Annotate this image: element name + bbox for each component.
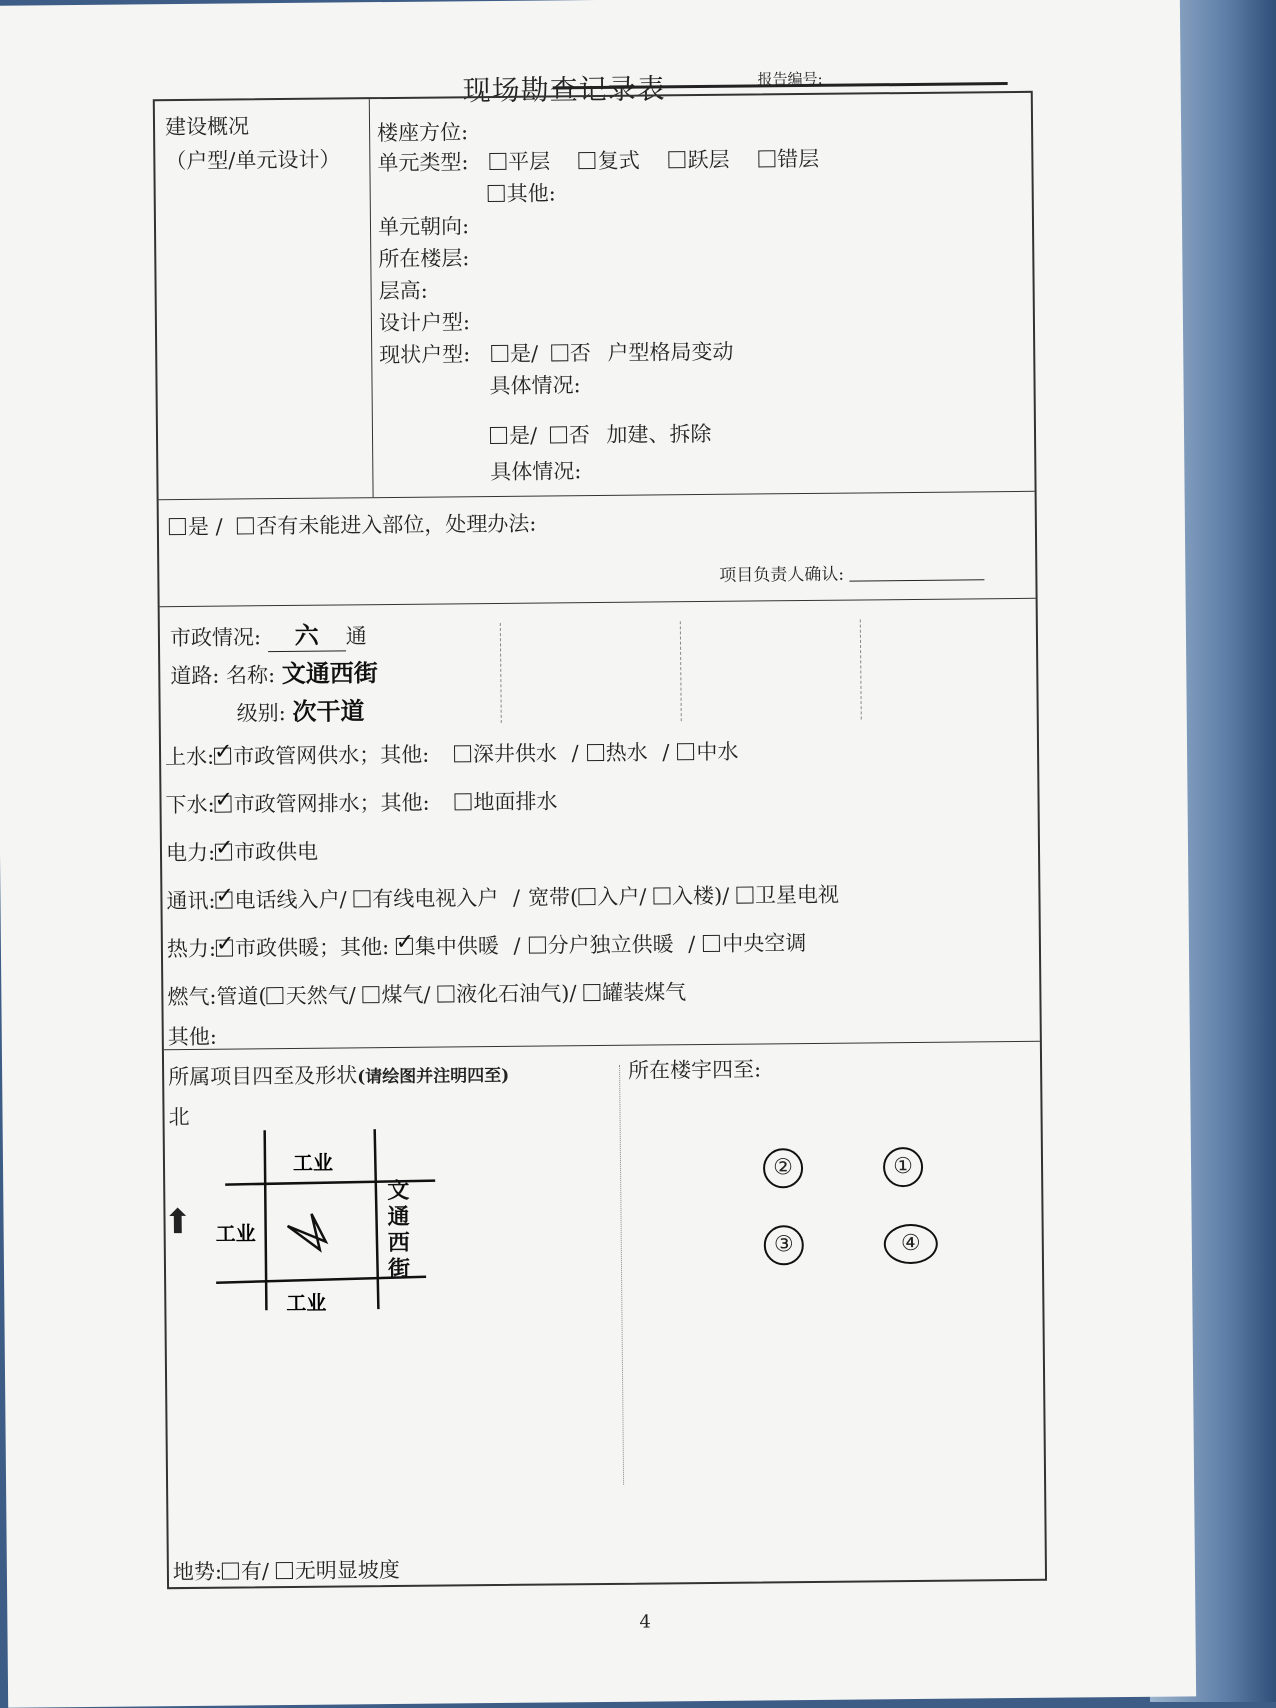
sketch-site-mark — [287, 1214, 325, 1250]
drainage-label: 下水: — [165, 792, 215, 818]
heating-main: 市政供暖；其他: — [234, 935, 390, 961]
dashed-divider — [619, 1065, 624, 1485]
additions-details-label: 具体情况: — [490, 459, 582, 485]
municipal-suffix: 通 — [345, 624, 367, 649]
column-divider — [369, 99, 374, 497]
additions-row — [490, 418, 712, 450]
drainage-row — [165, 785, 557, 819]
inaccessible-text: 否有未能进入部位，处理办法: — [256, 511, 537, 539]
road-row — [170, 653, 378, 690]
heating-main-checkbox[interactable] — [216, 940, 233, 957]
lpg-label: 液化石油气)/ — [456, 981, 577, 1007]
construction-subtitle: （户型/单元设计） — [165, 147, 341, 174]
building-circle-3: ③ — [764, 1225, 804, 1265]
road-name-value[interactable]: 文通西街 — [281, 659, 378, 689]
power-main-checkbox[interactable] — [215, 844, 232, 861]
sketch-bottom-label: 工业 — [286, 1290, 327, 1316]
unit-type-loft: 跃层 — [687, 147, 730, 173]
broadband-home-checkbox[interactable] — [578, 888, 595, 905]
phone-line-checkbox[interactable] — [215, 892, 232, 909]
heating-label: 热力: — [166, 936, 217, 962]
unit-type-flat: 平层 — [508, 149, 551, 174]
water-supply-row — [165, 736, 739, 772]
broadband-building-checkbox[interactable] — [653, 887, 670, 904]
sketch-right-label: 文通西街 — [387, 1178, 411, 1283]
surface-drainage-label: 地面排水 — [473, 789, 558, 815]
inaccessible-row — [169, 508, 537, 542]
cable-tv-label: 有线电视入户 — [372, 885, 499, 912]
floor-height-label: 层高: — [378, 278, 428, 304]
coal-gas-checkbox[interactable] — [362, 986, 379, 1003]
municipal-count[interactable]: 六 — [268, 615, 346, 652]
unit-type-label: 单元类型: — [377, 150, 469, 176]
layout-change-label: 户型格局变动 — [607, 339, 734, 365]
no-label: 否 — [568, 423, 590, 448]
unit-type-flat-checkbox[interactable] — [489, 153, 506, 170]
building-circle-2: ② — [763, 1148, 803, 1188]
survey-form — [153, 91, 1047, 1589]
terrain-row — [173, 1554, 400, 1586]
canned-gas-checkbox[interactable] — [583, 984, 600, 1001]
satellite-tv-label: 卫星电视 — [754, 882, 840, 908]
other-label: 其他: — [167, 1024, 217, 1050]
unit-type-split-checkbox[interactable] — [758, 150, 775, 167]
natural-gas-label: 天然气/ — [285, 983, 356, 1009]
central-ac-label: 中央空调 — [722, 931, 807, 956]
separator: / — [662, 740, 670, 765]
drainage-main-checkbox[interactable] — [215, 796, 232, 813]
terrain-label: 地势: — [172, 1559, 223, 1585]
project-boundary-hint: (请绘图并注明四至) — [357, 1065, 510, 1088]
additions-label: 加建、拆除 — [606, 421, 712, 447]
confirm-row — [719, 558, 984, 586]
sketch-left-label: 工业 — [215, 1221, 256, 1246]
municipal-row — [170, 615, 367, 653]
report-number-label: 报告编号: — [757, 69, 823, 89]
unit-type-other-row — [488, 177, 556, 208]
central-heating-label: 集中供暖 — [414, 933, 499, 959]
power-main: 市政供电 — [233, 839, 319, 865]
building-position-label: 楼座方位: — [376, 120, 469, 146]
separator: / — [512, 885, 521, 910]
water-supply-main: 市政管网供水；其他: — [233, 742, 430, 769]
terrain-no-label: 无明显坡度 — [294, 1557, 400, 1583]
broadband-label: 宽带( — [527, 885, 579, 910]
dashed-divider — [680, 621, 682, 721]
water-supply-label: 上水: — [164, 744, 215, 770]
broadband-home-label: 入户/ — [597, 884, 647, 910]
satellite-tv-checkbox[interactable] — [736, 887, 753, 904]
sketch-road-line — [375, 1129, 379, 1309]
layout-details-label: 具体情况: — [489, 373, 581, 399]
broadband-building-label: 入楼)/ — [671, 883, 730, 909]
separator: / — [513, 933, 521, 958]
separator: / — [688, 932, 696, 957]
page-number: 4 — [639, 1611, 651, 1633]
north-label: 北 — [168, 1104, 190, 1130]
gas-label: 燃气: — [167, 984, 217, 1010]
inaccessible-yes: 是 / — [187, 514, 223, 539]
telecom-label: 通讯: — [166, 888, 216, 914]
divider — [159, 491, 1035, 500]
unit-type-loft-checkbox[interactable] — [668, 151, 685, 168]
inaccessible-yes-checkbox[interactable] — [169, 518, 186, 535]
gas-row — [167, 976, 686, 1011]
building-circle-1: ① — [883, 1147, 923, 1187]
surface-drainage-checkbox[interactable] — [454, 793, 471, 810]
sketch-top-label: 工业 — [292, 1150, 334, 1175]
coal-gas-label: 煤气/ — [381, 982, 431, 1008]
yes-label: 是/ — [509, 341, 539, 366]
deep-well-checkbox[interactable] — [454, 745, 471, 762]
page-title: 现场勘查记录表 — [462, 72, 666, 108]
current-layout-label: 现状户型: — [379, 342, 471, 368]
building-circle-4: ④ — [884, 1224, 938, 1265]
terrain-yes-checkbox[interactable] — [222, 1562, 239, 1579]
unit-type-duplex: 复式 — [597, 148, 640, 173]
deep-well-label: 深井供水 — [472, 741, 558, 767]
central-heating-checkbox[interactable] — [396, 938, 413, 955]
sketch-road-line — [265, 1130, 267, 1310]
road-level-row — [236, 691, 364, 727]
unit-type-row — [377, 143, 819, 177]
unit-type-duplex-checkbox[interactable] — [579, 152, 596, 169]
heating-row — [167, 927, 807, 963]
water-supply-main-checkbox[interactable] — [214, 748, 231, 765]
cable-tv-checkbox[interactable] — [353, 890, 370, 907]
divider — [160, 598, 1036, 607]
road-level-value[interactable]: 次干道 — [292, 697, 365, 726]
individual-heating-checkbox[interactable] — [528, 937, 545, 954]
hot-water-label: 热水 — [605, 740, 648, 765]
construction-title: 建设概况 — [164, 114, 250, 140]
building-boundary-title: 所在楼宇四至: — [628, 1057, 762, 1083]
reclaimed-water-label: 中水 — [696, 739, 739, 765]
drainage-main: 市政管网排水；其他: — [233, 790, 430, 817]
individual-heating-label: 分户独立供暖 — [547, 932, 674, 958]
confirm-label: 项目负责人确认: — [719, 564, 845, 586]
unit-orientation-label: 单元朝向: — [377, 214, 470, 240]
layout-change-yes-checkbox[interactable] — [491, 345, 508, 362]
separator: / — [571, 741, 579, 766]
power-row — [166, 836, 318, 867]
dashed-divider — [500, 623, 502, 723]
road-label: 道路: — [170, 663, 220, 689]
confirm-signature-line[interactable] — [850, 579, 985, 581]
design-layout-label: 设计户型: — [378, 310, 471, 336]
natural-gas-checkbox[interactable] — [267, 987, 284, 1004]
central-ac-checkbox[interactable] — [703, 935, 720, 952]
road-name-label: 名称: — [225, 663, 276, 688]
additions-yes-checkbox[interactable] — [490, 427, 507, 444]
inaccessible-no-checkbox[interactable] — [237, 517, 254, 534]
municipal-label: 市政情况: — [169, 625, 262, 651]
road-level-label: 级别: — [236, 701, 286, 726]
divider — [164, 1041, 1040, 1050]
yes-label: 是/ — [508, 423, 538, 448]
dashed-divider — [860, 619, 862, 719]
telecom-row — [166, 879, 839, 915]
reclaimed-water-checkbox[interactable] — [677, 743, 694, 760]
layout-change-no-checkbox[interactable] — [551, 344, 568, 361]
additions-no-checkbox[interactable] — [550, 426, 567, 443]
power-label: 电力: — [165, 840, 216, 866]
project-boundary-title: 所属项目四至及形状 — [168, 1063, 358, 1090]
unit-type-other-checkbox[interactable] — [488, 185, 505, 202]
unit-type-other: 其他: — [506, 181, 556, 206]
gas-pipe-label: 管道( — [216, 984, 267, 1009]
lpg-checkbox[interactable] — [437, 985, 454, 1002]
terrain-yes-label: 有/ — [240, 1559, 270, 1584]
project-boundary-title-row — [168, 1058, 509, 1091]
hot-water-checkbox[interactable] — [587, 744, 604, 761]
north-arrow-icon: ⬆ — [163, 1201, 193, 1243]
floor-label: 所在楼层: — [378, 246, 470, 272]
current-layout-row — [379, 336, 733, 369]
canned-gas-label: 罐装煤气 — [602, 980, 687, 1005]
unit-type-split: 错层 — [777, 146, 820, 172]
terrain-no-checkbox[interactable] — [276, 1562, 293, 1579]
phone-line-label: 电话线入户/ — [234, 887, 347, 913]
no-label: 否 — [569, 341, 591, 366]
